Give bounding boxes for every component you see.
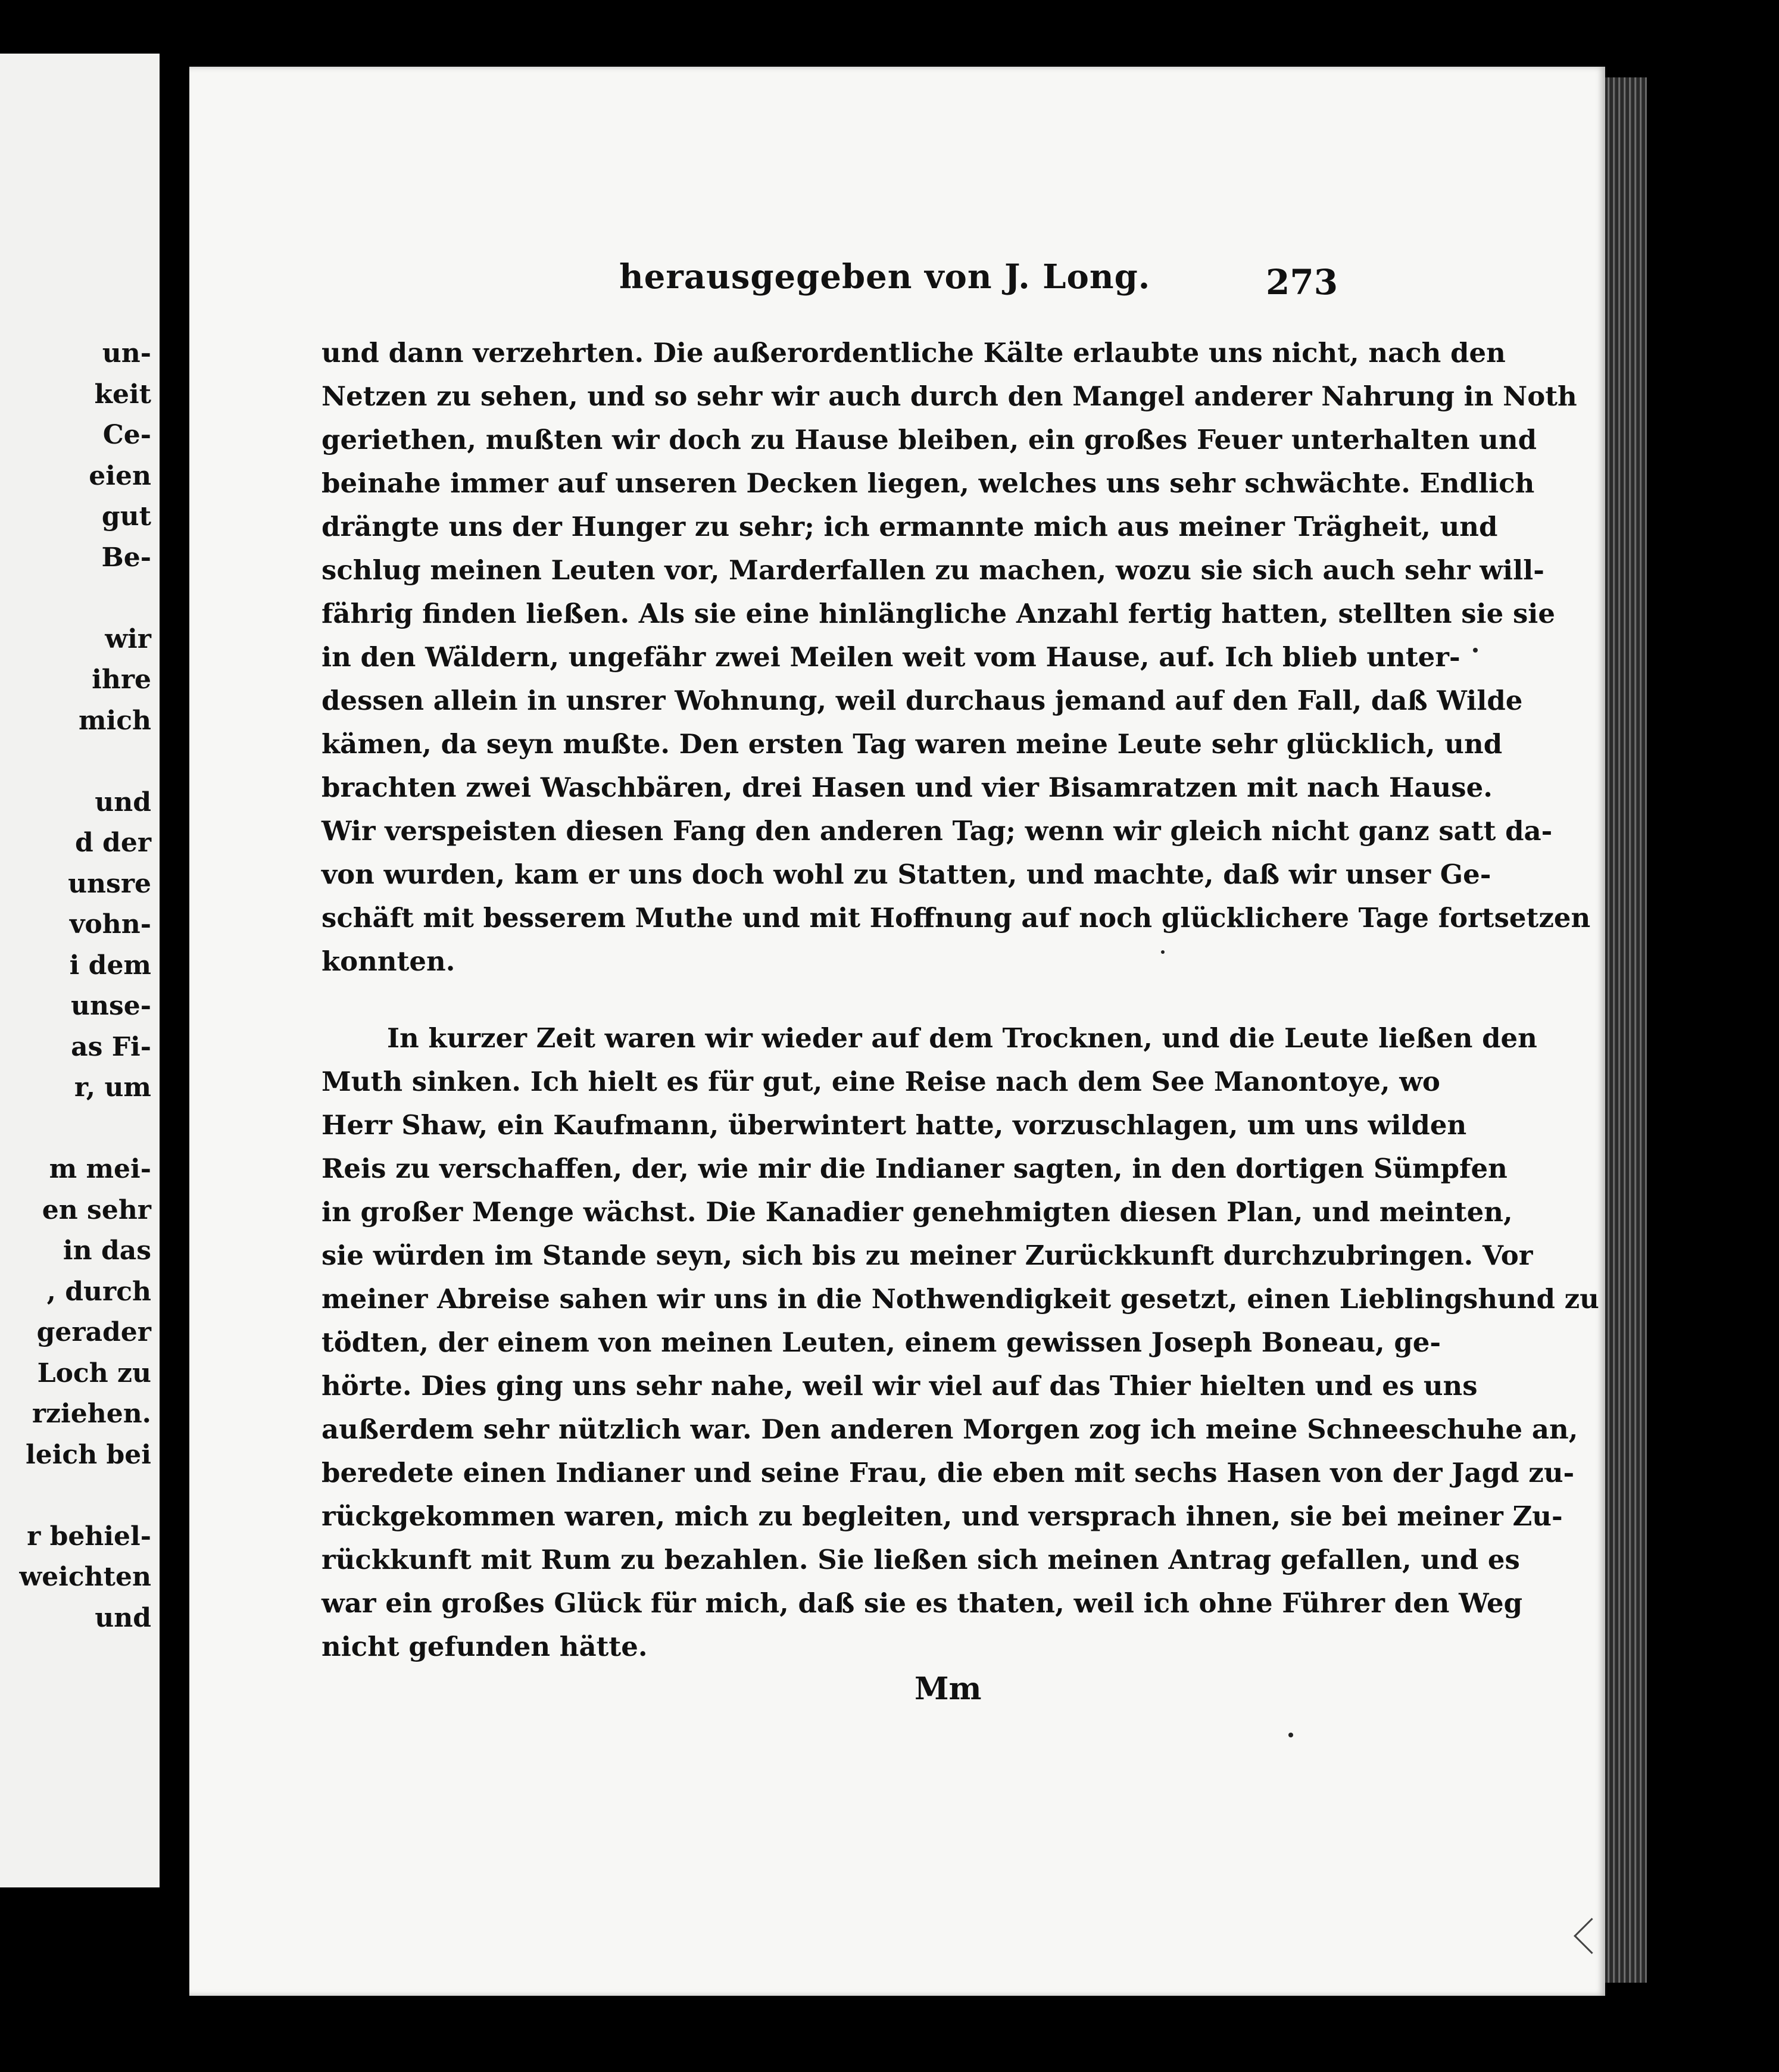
facing-page-line: gerader xyxy=(36,1317,151,1347)
ink-speck xyxy=(1288,1733,1293,1737)
text-line: rückgekommen waren, mich zu begleiten, und versprach ihnen, sie bei meiner Zu- xyxy=(322,1500,1563,1532)
text-line: In kurzer Zeit waren wir wieder auf dem Trocknen, und die Leute ließen den xyxy=(387,1022,1537,1054)
facing-page-line: weichten xyxy=(19,1562,151,1592)
text-line: rückkunft mit Rum zu bezahlen. Sie ließen sich meinen Antrag gefallen, und es xyxy=(322,1544,1520,1575)
paragraph-gap xyxy=(322,983,1334,1016)
text-line: drängte uns der Hunger zu sehr; ich ermannte mich aus meiner Trägheit, und xyxy=(322,511,1498,542)
facing-page-line: m mei- xyxy=(49,1154,151,1184)
text-line: und dann verzehrten. Die außerordentliche Kälte erlaubte uns nicht, nach den xyxy=(322,337,1506,369)
text-line: hörte. Dies ging uns sehr nahe, weil wir viel auf das Thier hielten und es uns xyxy=(322,1370,1478,1402)
facing-page-line: Loch zu xyxy=(37,1358,151,1388)
facing-page-line xyxy=(19,1475,151,1516)
facing-page-line xyxy=(19,741,151,782)
text-line: war ein großes Glück für mich, daß sie es thaten, weil ich ohne Führer den Weg xyxy=(322,1587,1523,1619)
facing-page-line xyxy=(19,1109,151,1150)
text-line: konnten. xyxy=(322,945,455,977)
text-line: tödten, der einem von meinen Leuten, einem gewissen Joseph Boneau, ge- xyxy=(322,1327,1441,1358)
paragraph xyxy=(322,331,1591,983)
facing-page-line: wir xyxy=(105,623,151,654)
text-line: schäft mit besserem Muthe und mit Hoffnung auf noch glücklichere Tage fortsetzen xyxy=(322,902,1591,934)
facing-page-line: in das xyxy=(63,1235,151,1266)
facing-page-line: gut xyxy=(101,501,151,532)
facing-page-line: as Fi- xyxy=(71,1031,151,1062)
facing-page-line: unsre xyxy=(68,868,151,899)
text-line: in großer Menge wächst. Die Kanadier genehmigten diesen Plan, und meinten, xyxy=(322,1196,1513,1228)
text-line: Netzen zu sehen, und so sehr wir auch durch den Mangel anderer Nahrung in Noth xyxy=(322,380,1577,412)
facing-page-line: rziehen. xyxy=(32,1399,151,1429)
facing-page-line: r, um xyxy=(74,1072,151,1103)
facing-page-line: eien xyxy=(89,460,151,491)
facing-page-line: mich xyxy=(78,705,151,736)
text-line: kämen, da seyn mußte. Den ersten Tag waren meine Leute sehr glücklich, und xyxy=(322,728,1503,760)
text-line: in den Wäldern, ungefähr zwei Meilen weit vom Hause, auf. Ich blieb unter- xyxy=(322,641,1460,673)
text-line: brachten zwei Waschbären, drei Hasen und vier Bisamratzen mit nach Hause. xyxy=(322,772,1493,803)
paragraph xyxy=(322,1016,1599,1668)
text-line: sie würden im Stande seyn, sich bis zu meiner Zurückkunft durchzubringen. Vor xyxy=(322,1240,1533,1271)
facing-page-line: unse- xyxy=(70,991,151,1021)
facing-page-fragment xyxy=(0,54,160,1887)
facing-page-line: und xyxy=(95,1602,151,1633)
facing-page-line: Ce- xyxy=(102,420,151,450)
text-line: Muth sinken. Ich hielt es für gut, eine Reise nach dem See Manontoye, wo xyxy=(322,1066,1440,1097)
facing-page-line: un- xyxy=(102,338,151,369)
text-line: meiner Abreise sahen wir uns in die Nothwendigkeit gesetzt, einen Lieblingshund zu xyxy=(322,1283,1599,1315)
signature-mark: Mm xyxy=(915,1671,982,1707)
facing-page-line: r behiel- xyxy=(27,1521,151,1552)
text-line: dessen allein in unsrer Wohnung, weil durchaus jemand auf den Fall, daß Wilde xyxy=(322,685,1523,716)
text-line: beinahe immer auf unseren Decken liegen, welches uns sehr schwächte. Endlich xyxy=(322,467,1535,499)
text-line: Herr Shaw, ein Kaufmann, überwintert hatte, vorzuschlagen, um uns wilden xyxy=(322,1109,1467,1141)
facing-page-line: d der xyxy=(74,828,151,858)
text-line: außerdem sehr nützlich war. Den anderen Morgen zog ich meine Schneeschuhe an, xyxy=(322,1413,1578,1445)
text-line: Wir verspeisten diesen Fang den anderen Tag; wenn wir gleich nicht ganz satt da- xyxy=(322,815,1553,847)
facing-page-line: vohn- xyxy=(69,909,151,940)
text-line: beredete einen Indianer und seine Frau, die eben mit sechs Hasen von der Jagd zu- xyxy=(322,1457,1575,1489)
ink-speck xyxy=(1161,950,1165,954)
facing-page-line: en sehr xyxy=(42,1194,151,1225)
facing-page-line: ihre xyxy=(92,664,151,695)
text-line: von wurden, kam er uns doch wohl zu Statten, und machte, daß wir unser Ge- xyxy=(322,859,1491,890)
facing-page-line: leich bei xyxy=(26,1439,151,1470)
facing-page-line-endings xyxy=(19,333,151,1639)
body-text xyxy=(322,331,1599,1668)
text-line: nicht gefunden hätte. xyxy=(322,1631,648,1662)
facing-page-line: und xyxy=(95,787,151,817)
facing-page-line: keit xyxy=(94,379,151,410)
facing-page-line: i dem xyxy=(69,950,151,981)
running-head: herausgegeben von J. Long. xyxy=(619,257,1151,297)
text-line: schlug meinen Leuten vor, Marderfallen zu machen, wozu sie sich auch sehr will- xyxy=(322,554,1544,586)
text-line: geriethen, mußten wir doch zu Hause bleiben, ein großes Feuer unterhalten und xyxy=(322,424,1537,455)
ink-speck xyxy=(1473,648,1478,653)
page-edges xyxy=(1605,77,1647,1983)
facing-page-line: Be- xyxy=(101,542,151,573)
facing-page-line xyxy=(19,578,151,619)
facing-page-line: , durch xyxy=(46,1276,151,1307)
page-number: 273 xyxy=(1266,262,1338,302)
text-line: fährig finden ließen. Als sie eine hinlängliche Anzahl fertig hatten, stellten sie sie xyxy=(322,598,1555,629)
text-line: Reis zu verschaffen, der, wie mir die Indianer sagten, in den dortigen Sümpfen xyxy=(322,1153,1508,1184)
